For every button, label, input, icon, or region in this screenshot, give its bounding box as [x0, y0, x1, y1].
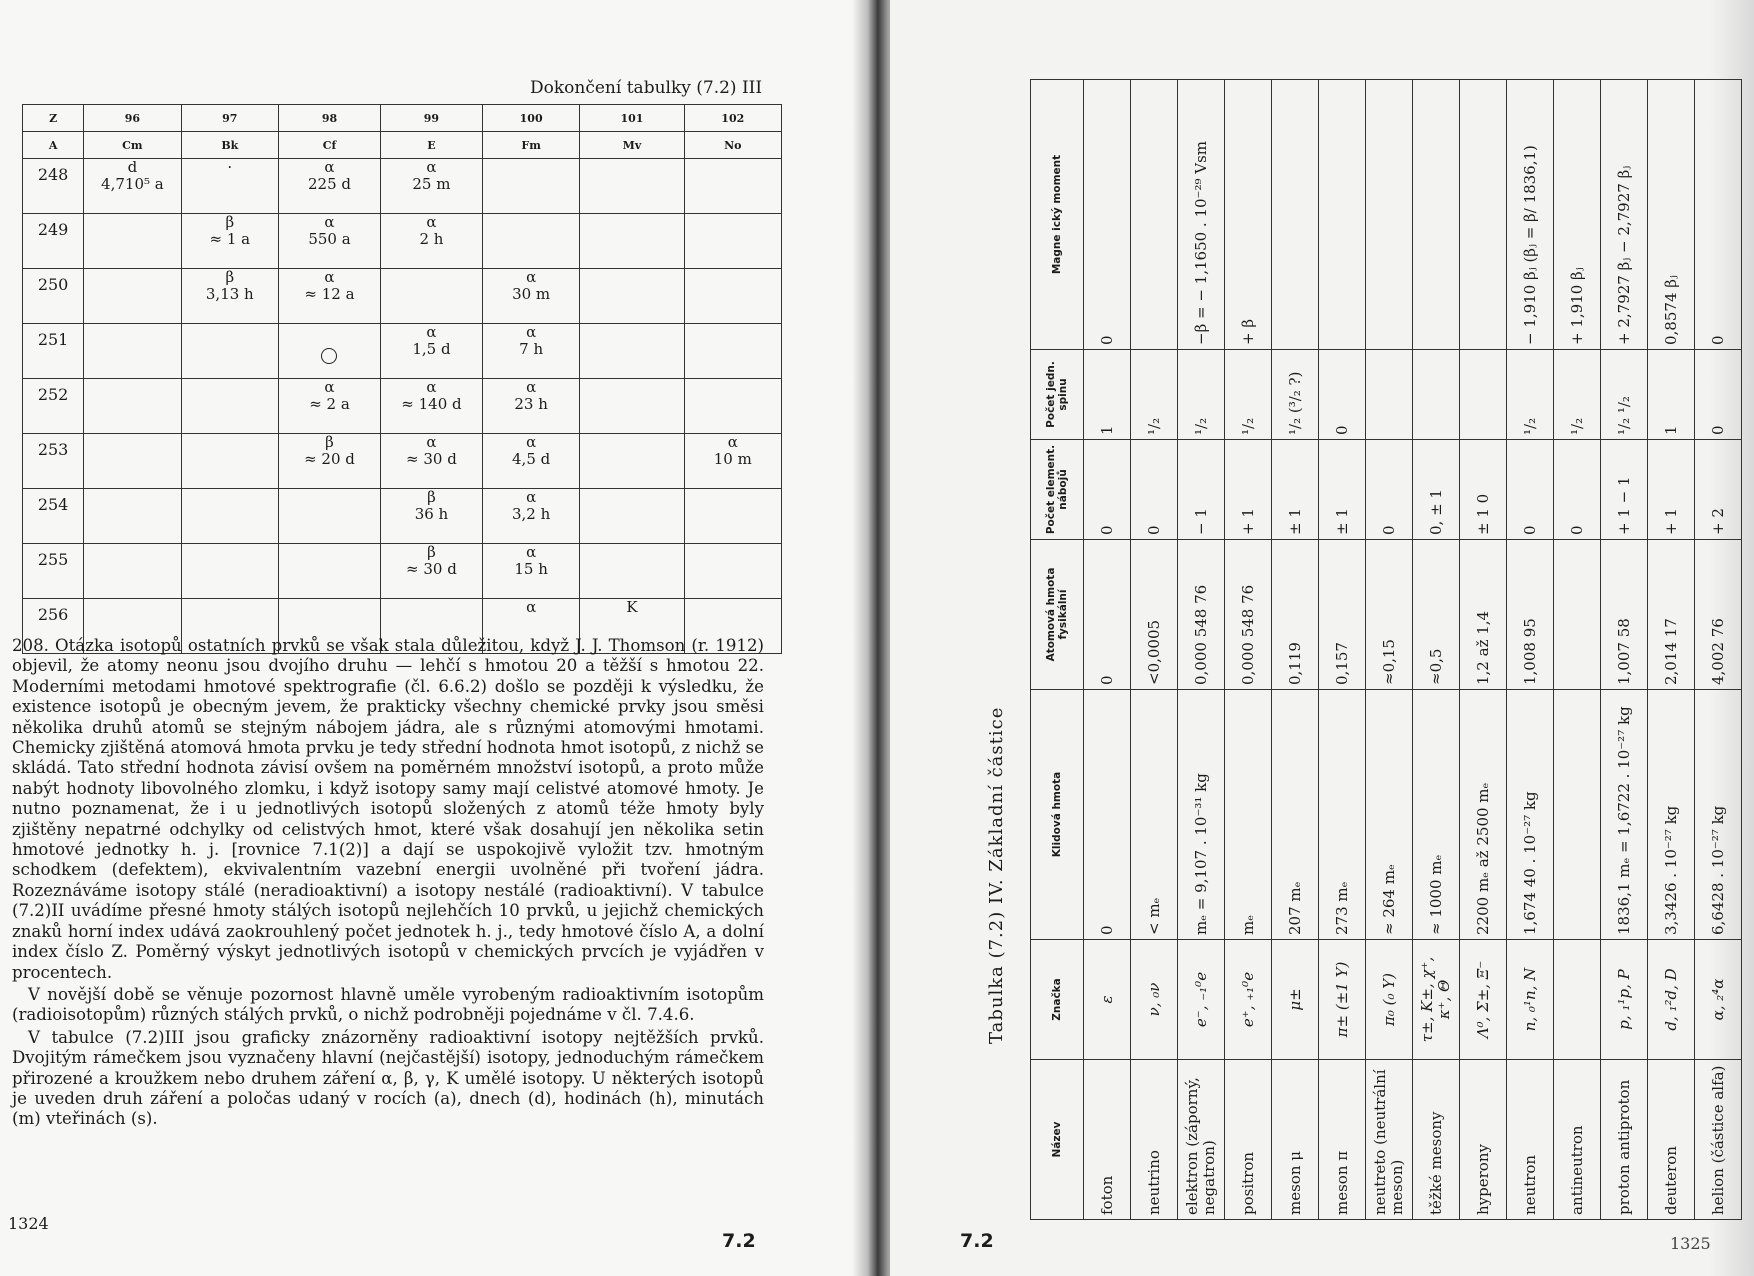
half-life: ≈ 20 d: [304, 450, 355, 468]
table-cell: meson μ: [1272, 1060, 1319, 1220]
table-cell: [1460, 350, 1507, 440]
half-life: ≈ 140 d: [401, 395, 462, 413]
half-life: 23 h: [514, 395, 548, 413]
table-row: [1178, 80, 1225, 1220]
isotope-cell: [684, 489, 781, 544]
table-cell: 1836,1 mₑ = 1,6722 . 10⁻²⁷ kg: [1601, 690, 1648, 940]
decay-type: α: [526, 543, 537, 561]
table-cell: 0: [1084, 440, 1131, 540]
half-life: 4,5 d: [512, 450, 551, 468]
particle-table-rotated: [1030, 80, 1744, 1220]
decay-type: α: [324, 158, 335, 176]
isotope-cell: [84, 434, 181, 489]
half-life: 2 h: [419, 230, 444, 248]
table-cell: [1413, 80, 1460, 350]
table-cell: [1554, 940, 1601, 1060]
table-cell: [1554, 540, 1601, 690]
table-row: [1507, 80, 1554, 1220]
table-cell: 0,8574 βⱼ: [1648, 80, 1695, 350]
table-cell: e⁺, ₊₁⁰e: [1225, 940, 1272, 1060]
column-header: Počet element. nábojů: [1031, 440, 1084, 540]
isotope-row: [23, 159, 782, 214]
table-row: [1695, 80, 1742, 1220]
table-cell: ¹/₂ ¹/₂: [1601, 350, 1648, 440]
decay-type: α: [526, 488, 537, 506]
isotope-cell: [84, 544, 181, 599]
table-cell: [1554, 690, 1601, 940]
half-life: 550 a: [308, 230, 351, 248]
table-cell: 2200 mₑ až 2500 mₑ: [1460, 690, 1507, 940]
isotope-cell: [279, 159, 381, 214]
a-label-cell: A: [23, 132, 84, 159]
table-cell: ≈ 264 mₑ: [1366, 690, 1413, 940]
z-value-cell: 102: [684, 105, 781, 132]
isotope-cell: [181, 434, 278, 489]
table-cell: − 1: [1178, 440, 1225, 540]
isotope-row: [23, 544, 782, 599]
section-number-left: 7.2: [722, 1230, 756, 1252]
table-cell: + 2: [1695, 440, 1742, 540]
particle-table: [1030, 79, 1742, 1220]
decay-type: β: [225, 213, 235, 231]
isotope-row: [23, 324, 782, 379]
isotope-cell: [279, 489, 381, 544]
page-number-left: 1324: [8, 1214, 49, 1233]
table-cell: p, ₁¹p, P: [1601, 940, 1648, 1060]
isotope-cell: [181, 544, 278, 599]
table-cell: mₑ: [1225, 690, 1272, 940]
half-life: 15 h: [514, 560, 548, 578]
column-header: Magne ický moment: [1031, 80, 1084, 350]
decay-type: α: [526, 378, 537, 396]
table-cell: proton antiproton: [1601, 1060, 1648, 1220]
decay-type: α: [426, 378, 437, 396]
isotope-cell: [684, 379, 781, 434]
table-cell: neutrino: [1131, 1060, 1178, 1220]
table-cell: 0: [1554, 440, 1601, 540]
decay-type: α: [426, 213, 437, 231]
isotope-row: [23, 489, 782, 544]
decay-type: α: [426, 433, 437, 451]
page-number-right: 1325: [1670, 1234, 1711, 1253]
table-cell: antineutron: [1554, 1060, 1601, 1220]
table-cell: 1: [1648, 350, 1695, 440]
z-label-cell: Z: [23, 105, 84, 132]
isotope-cell: [279, 324, 381, 379]
paragraph-208: 208. Otázka isotopů ostatních prvků se však stala důležitou, když J. J. Thomson (r. 1912) objevil, že atomy neonu jsou dvojího druhu — lehčí s hmotou 20 a těžší s hmotou 22. Moderními metodami hmotové spektrografie (čl. 6.6.2) došlo se později k výsledku, že existence isotopů je obecným jevem, že prakticky všechny chemické prvky jsou směsi několika druhů atomů se stejným nábojem jádra, ale s různými atomovými hmotami. Chemicky zjištěná atomová hmota prvku je tedy střední hodnota hmot isotopů, z nichž se skládá. Tato střední hodnota závisí ovšem na poměrném množství isotopů, a proto může nabýt hodnoty libovolného zlomku, i když isotopy samy mají celistvé atomové hmoty. Je nutno poznamenat, že i u jednotlivých isotopů složených z atomů téže hmoty byly zjištěny nepatrné odchylky od celistvých hmot, které však dosahují jen několika setin hmotové jednotky h. j. [rovnice 7.1(2)] a dají se uspokojivě vyložit tzv. hmotným schodkem (defektem), ekvivalentním vazební energii uvolněné při tvoření jádra. Rozeznáváme isotopy stálé (neradioaktivní) a isotopy nestálé (radioaktivní). V tabulce (7.2)II uvádíme přesné hmoty stálých isotopů nejlehčích 10 prvků, u jejichž chemických znaků horní index udává zaokrouhlený počet jednotek h. j., tedy hmotové číslo A, a dolní index číslo Z. Poměrný výskyt jednotlivých isotopů v chemických prvcích je vyjádřen v procentech.: [12, 636, 764, 982]
decay-type: α: [324, 378, 335, 396]
isotope-cell: [84, 159, 181, 214]
decay-type: β: [427, 488, 436, 506]
table-title: Tabulka (7.2) IV. Základní částice: [986, 706, 1007, 1044]
table-cell: 0: [1084, 80, 1131, 350]
table-cell: + 1 − 1: [1601, 440, 1648, 540]
table-cell: 0: [1084, 540, 1131, 690]
table-cell: + 1: [1225, 440, 1272, 540]
table-cell: foton: [1084, 1060, 1131, 1220]
isotope-cell: [181, 214, 278, 269]
body-text: [12, 636, 764, 1132]
table-cell: [1460, 80, 1507, 350]
table-cell: α, ₂⁴α: [1695, 940, 1742, 1060]
table-cell: 1,007 58: [1601, 540, 1648, 690]
isotope-cell: [684, 324, 781, 379]
column-header: Atomová hmota fysikální: [1031, 540, 1084, 690]
isotope-cell: [380, 434, 482, 489]
table-cell: 1: [1084, 350, 1131, 440]
isotope-cell: [482, 269, 579, 324]
decay-type: α: [526, 323, 537, 341]
paragraph-radioisotopes: V novější době se věnuje pozornost hlavně uměle vyrobeným radioaktivním isotopům (radioisotopům) různých stálých prvků, o nichž podrobněji pojednáme v čl. 7.4.6.: [12, 984, 764, 1025]
table-cell: μ±: [1272, 940, 1319, 1060]
isotope-cell: [580, 379, 684, 434]
table-cell: 6,6428 . 10⁻²⁷ kg: [1695, 690, 1742, 940]
table-cell: −β = − 1,1650 . 10⁻²⁹ Vsm: [1178, 80, 1225, 350]
isotope-cell: [279, 379, 381, 434]
isotope-cell: [84, 214, 181, 269]
decay-type: β: [325, 433, 334, 451]
table-cell: mₑ = 9,107 . 10⁻³¹ kg: [1178, 690, 1225, 940]
z-value-cell: 100: [482, 105, 579, 132]
isotope-cell: [181, 269, 278, 324]
table-cell: π± (±1 Y): [1319, 940, 1366, 1060]
table-continuation-title: Dokončení tabulky (7.2) III: [530, 78, 763, 98]
table-cell: ¹/₂: [1225, 350, 1272, 440]
mass-number-cell: 253: [23, 434, 84, 489]
isotope-cell: [181, 379, 278, 434]
table-cell: [1319, 80, 1366, 350]
isotope-cell: [482, 379, 579, 434]
isotope-cell: [482, 324, 579, 379]
table-cell: 0,000 548 76: [1178, 540, 1225, 690]
table-cell: 0: [1507, 440, 1554, 540]
table-cell: neutron: [1507, 1060, 1554, 1220]
isotope-cell: [684, 434, 781, 489]
table-cell: τ±, K±, χ⁺, κ⁺, Θ: [1413, 940, 1460, 1060]
isotope-cell: [380, 159, 482, 214]
table-row: [1131, 80, 1178, 1220]
mass-number-cell: 252: [23, 379, 84, 434]
decay-type: α: [526, 268, 537, 286]
isotope-cell: [380, 379, 482, 434]
table-cell: 0: [1131, 440, 1178, 540]
table-cell: ± 1: [1319, 440, 1366, 540]
table-cell: hyperony: [1460, 1060, 1507, 1220]
element-symbol-cell: Cm: [84, 132, 181, 159]
section-number-right: 7.2: [960, 1230, 994, 1252]
half-life: 3,2 h: [511, 505, 551, 523]
isotope-cell: [279, 544, 381, 599]
table-cell: ¹/₂: [1554, 350, 1601, 440]
isotope-cell: [84, 324, 181, 379]
table-cell: helion (částice alfa): [1695, 1060, 1742, 1220]
mass-number-cell: 251: [23, 324, 84, 379]
column-header: Počet jedn. spinu: [1031, 350, 1084, 440]
table-cell: 1,2 až 1,4: [1460, 540, 1507, 690]
half-life: ≈ 2 a: [309, 395, 350, 413]
isotope-cell: [580, 269, 684, 324]
half-life: ≈ 30 d: [406, 450, 457, 468]
decay-type: d: [127, 158, 138, 176]
isotope-cell: [482, 489, 579, 544]
table-cell: 0: [1084, 690, 1131, 940]
half-life: ≈ 12 a: [304, 285, 355, 303]
isotope-cell: [482, 214, 579, 269]
z-value-cell: 99: [380, 105, 482, 132]
table-row: [1413, 80, 1460, 1220]
table-cell: 0: [1695, 350, 1742, 440]
half-life: 4,710⁵ a: [101, 175, 164, 193]
mass-number-cell: 254: [23, 489, 84, 544]
table-cell: ε: [1084, 940, 1131, 1060]
isotope-ring-icon: [321, 348, 337, 364]
isotope-row: [23, 214, 782, 269]
table-row: [1601, 80, 1648, 1220]
z-value-cell: 96: [84, 105, 181, 132]
half-life: 30 m: [512, 285, 551, 303]
decay-type: α: [426, 158, 437, 176]
isotope-cell: [580, 544, 684, 599]
table-row: [1648, 80, 1695, 1220]
decay-type: α: [324, 268, 335, 286]
table-cell: 0,119: [1272, 540, 1319, 690]
decay-type: α: [727, 433, 738, 451]
table-cell: 1,008 95: [1507, 540, 1554, 690]
isotope-cell: [684, 214, 781, 269]
isotope-cell: [380, 269, 482, 324]
decay-type: K: [626, 598, 638, 616]
z-value-cell: 101: [580, 105, 684, 132]
table-row: [1084, 80, 1131, 1220]
table-cell: [1131, 80, 1178, 350]
table-row: [1319, 80, 1366, 1220]
half-life: 7 h: [519, 340, 544, 358]
table-cell: ≈ 1000 mₑ: [1413, 690, 1460, 940]
table-cell: + β: [1225, 80, 1272, 350]
isotope-cell: [580, 489, 684, 544]
table-cell: neutreto (neutrální meson): [1366, 1060, 1413, 1220]
isotope-cell: [580, 324, 684, 379]
isotope-cell: [684, 269, 781, 324]
z-row: [23, 105, 782, 132]
column-header: Název: [1031, 1060, 1084, 1220]
decay-type: α: [324, 213, 335, 231]
isotope-cell: [181, 489, 278, 544]
table-cell: 0: [1695, 80, 1742, 350]
isotope-cell: [380, 489, 482, 544]
table-cell: 0: [1366, 440, 1413, 540]
table-cell: [1366, 80, 1413, 350]
table-cell: 3,3426 . 10⁻²⁷ kg: [1648, 690, 1695, 940]
half-life: 3,13 h: [205, 285, 254, 303]
element-symbol-cell: Cf: [279, 132, 381, 159]
mass-number-cell: 255: [23, 544, 84, 599]
table-cell: Λ⁰, Σ±, Ξ⁻: [1460, 940, 1507, 1060]
mass-number-cell: 256: [23, 599, 84, 654]
table-cell: + 1: [1648, 440, 1695, 540]
half-life: 10 m: [713, 450, 752, 468]
half-life: 1,5 d: [412, 340, 451, 358]
table-cell: 0, ± 1: [1413, 440, 1460, 540]
isotope-cell: [482, 159, 579, 214]
symbol-row: [23, 132, 782, 159]
table-cell: 1,674 40 . 10⁻²⁷ kg: [1507, 690, 1554, 940]
mass-number-cell: 250: [23, 269, 84, 324]
table-cell: 207 mₑ: [1272, 690, 1319, 940]
isotope-cell: [84, 269, 181, 324]
table-cell: 0,157: [1319, 540, 1366, 690]
half-life: 25 m: [412, 175, 451, 193]
isotope-cell: [580, 214, 684, 269]
table-cell: 273 mₑ: [1319, 690, 1366, 940]
table-cell: ≈0,5: [1413, 540, 1460, 690]
table-cell: 0: [1319, 350, 1366, 440]
table-cell: [1366, 350, 1413, 440]
mass-number-cell: 248: [23, 159, 84, 214]
table-row: [1554, 80, 1601, 1220]
half-life: ≈ 30 d: [406, 560, 457, 578]
table-cell: π₀ (₀ Y): [1366, 940, 1413, 1060]
table-cell: < mₑ: [1131, 690, 1178, 940]
table-cell: těžké mesony: [1413, 1060, 1460, 1220]
isotope-cell: [84, 379, 181, 434]
z-value-cell: 97: [181, 105, 278, 132]
isotope-table: [22, 104, 782, 654]
left-page: [0, 0, 868, 1276]
column-header: Značka: [1031, 940, 1084, 1060]
isotope-row: [23, 434, 782, 489]
table-cell: ± 1: [1272, 440, 1319, 540]
element-symbol-cell: Bk: [181, 132, 278, 159]
table-cell: [1272, 80, 1319, 350]
element-symbol-cell: Fm: [482, 132, 579, 159]
half-life: 225 d: [307, 175, 351, 193]
isotope-cell: [279, 434, 381, 489]
isotope-cell: [580, 434, 684, 489]
table-row: [1225, 80, 1272, 1220]
table-cell: ≈0,15: [1366, 540, 1413, 690]
decay-type: α: [526, 598, 537, 616]
table-row: [1366, 80, 1413, 1220]
column-header: Klidová hmota: [1031, 690, 1084, 940]
table-cell: [1413, 350, 1460, 440]
decay-type: α: [526, 433, 537, 451]
table-cell: e⁻, ₋₁⁰e: [1178, 940, 1225, 1060]
isotope-cell: [482, 434, 579, 489]
element-symbol-cell: No: [684, 132, 781, 159]
decay-type: α: [426, 323, 437, 341]
isotope-cell: [279, 269, 381, 324]
decay-type: β: [427, 543, 436, 561]
table-cell: n, ₀¹n, N: [1507, 940, 1554, 1060]
isotope-cell: [684, 159, 781, 214]
table-cell: 0,000 548 76: [1225, 540, 1272, 690]
table-cell: ¹/₂: [1131, 350, 1178, 440]
table-cell: + 1,910 βⱼ: [1554, 80, 1601, 350]
isotope-cell: [684, 544, 781, 599]
table-row: [1272, 80, 1319, 1220]
isotope-cell: [279, 214, 381, 269]
half-life: ·: [227, 158, 233, 176]
table-cell: 2,014 17: [1648, 540, 1695, 690]
isotope-cell: [380, 324, 482, 379]
table-cell: + 2,7927 βⱼ − 2,7927 βⱼ: [1601, 80, 1648, 350]
element-symbol-cell: E: [380, 132, 482, 159]
table-cell: meson π: [1319, 1060, 1366, 1220]
table-cell: ¹/₂: [1507, 350, 1554, 440]
table-row: [1460, 80, 1507, 1220]
mass-number-cell: 249: [23, 214, 84, 269]
isotope-cell: [482, 544, 579, 599]
half-life: 36 h: [414, 505, 449, 523]
paragraph-table-iii: V tabulce (7.2)III jsou graficky znázorněny radioaktivní isotopy nejtěžších prvků. Dvojitým rámečkem jsou vyznačeny hlavní (nejčastější) isotopy, jednoduchým rámečkem přirozené a kroužkem nebo druhem záření α, β, γ, K umělé isotopy. U některých isotopů je uveden druh záření a poločas udaný v rocích (a), dnech (d), hodinách (h), minutách (m) vteřinách (s).: [12, 1027, 764, 1129]
isotope-cell: [380, 544, 482, 599]
table-cell: − 1,910 βⱼ (βⱼ = β/ 1836,1): [1507, 80, 1554, 350]
decay-type: β: [225, 268, 235, 286]
table-cell: 4,002 76: [1695, 540, 1742, 690]
table-cell: <0,0005: [1131, 540, 1178, 690]
table-cell: deuteron: [1648, 1060, 1695, 1220]
table-cell: positron: [1225, 1060, 1272, 1220]
half-life: ≈ 1 a: [209, 230, 251, 248]
isotope-cell: [580, 159, 684, 214]
table-cell: ¹/₂: [1178, 350, 1225, 440]
isotope-row: [23, 269, 782, 324]
isotope-cell: [380, 214, 482, 269]
table-cell: d, ₁²d, D: [1648, 940, 1695, 1060]
element-symbol-cell: Mv: [580, 132, 684, 159]
isotope-cell: [84, 489, 181, 544]
z-value-cell: 98: [279, 105, 381, 132]
table-cell: ¹/₂ (³/₂ ?): [1272, 350, 1319, 440]
isotope-row: [23, 379, 782, 434]
isotope-cell: [181, 324, 278, 379]
table-cell: elektron (záporný, negatron): [1178, 1060, 1225, 1220]
table-cell: ν, ₀ν: [1131, 940, 1178, 1060]
isotope-cell: [181, 159, 278, 214]
table-cell: ± 1 0: [1460, 440, 1507, 540]
